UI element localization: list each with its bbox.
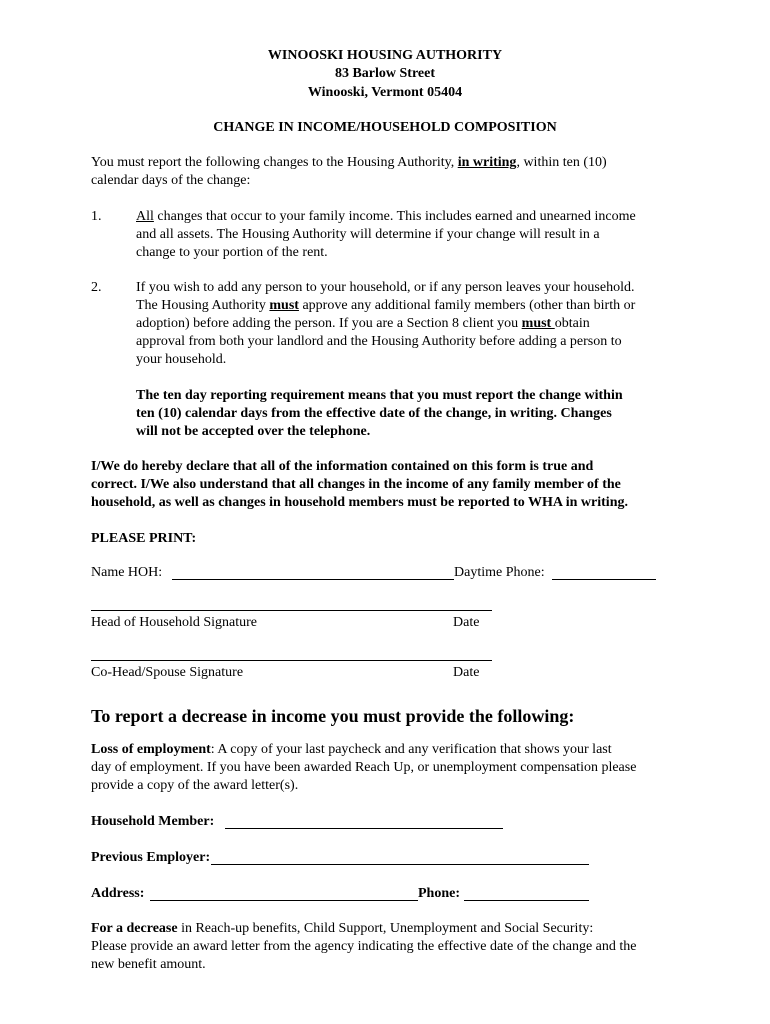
intro-line-2: calendar days of the change: xyxy=(91,173,251,188)
item-2-number: 2. xyxy=(91,280,102,295)
item-2-must: must xyxy=(269,298,299,313)
decrease-heading: To report a decrease in income you must provide the following: xyxy=(91,706,575,726)
intro-line-1 xyxy=(91,154,607,172)
benefits-line-1 xyxy=(91,920,593,938)
hoh-signature-line[interactable] xyxy=(91,610,492,611)
form-title: CHANGE IN INCOME/HOUSEHOLD COMPOSITION xyxy=(213,120,557,135)
item-1-line-1 xyxy=(136,208,636,226)
item-2-line-5: your household. xyxy=(136,352,227,367)
declare-line-1: I/We do hereby declare that all of the information contained on this form is true and xyxy=(91,459,594,474)
item-1-line-2: and all assets. The Housing Authority will determine if your change will result in a xyxy=(136,227,600,242)
cohead-signature-line[interactable] xyxy=(91,660,492,661)
benefits-text: in Reach-up benefits, Child Support, Unemployment and Social Security: xyxy=(177,921,594,936)
item-2-line-1: If you wish to add any person to your household, or if any person leaves your household. xyxy=(136,280,635,295)
item-2-text-b: approve any additional family members (other than birth or xyxy=(298,298,636,313)
org-street: 83 Barlow Street xyxy=(334,66,436,81)
household-member-field[interactable] xyxy=(225,828,503,829)
intro-text: You must report the following changes to the Housing Authority, xyxy=(91,155,458,170)
daytime-phone-field[interactable] xyxy=(552,579,656,580)
item-2-line-4: approval from both your landlord and the Housing Authority before adding a person to xyxy=(136,334,622,349)
address-field[interactable] xyxy=(150,900,418,901)
org-name: WINOOSKI HOUSING AUTHORITY xyxy=(267,48,503,63)
item-1-text: changes that occur to your family income. This includes earned and unearned income xyxy=(153,209,636,224)
tenday-line-3: will not be accepted over the telephone. xyxy=(136,424,371,439)
item-2-text-c: adoption) before adding the person. If you are a Section 8 client you xyxy=(136,316,522,331)
address-label: Address: xyxy=(91,886,145,901)
previous-employer-field[interactable] xyxy=(211,864,589,865)
benefits-line-3: new benefit amount. xyxy=(91,957,206,972)
item-1-number: 1. xyxy=(91,209,102,224)
benefits-line-2: Please provide an award letter from the agency indicating the effective date of the change and the xyxy=(91,939,637,954)
item-2-must-2: must xyxy=(521,316,555,331)
intro-emphasis: in writing xyxy=(457,155,517,170)
daytime-phone-label: Daytime Phone: xyxy=(454,565,545,580)
loss-text: : A copy of your last paycheck and any verification that shows your last xyxy=(210,742,612,757)
name-hoh-label: Name HOH: xyxy=(91,565,163,580)
tenday-line-1: The ten day reporting requirement means that you must report the change within xyxy=(136,388,623,403)
tenday-line-2: ten (10) calendar days from the effective date of the change, in writing. Changes xyxy=(136,406,612,421)
household-member-label: Household Member: xyxy=(91,814,215,829)
item-2-line-3 xyxy=(136,315,590,333)
cohead-signature-label: Co-Head/Spouse Signature xyxy=(91,665,244,680)
please-print-label: PLEASE PRINT: xyxy=(91,531,197,546)
item-1-line-3: change to your portion of the rent. xyxy=(136,245,328,260)
item-2-line-2 xyxy=(136,297,635,315)
phone-field[interactable] xyxy=(464,900,589,901)
previous-employer-label: Previous Employer: xyxy=(91,850,211,865)
cohead-date-label: Date xyxy=(453,665,480,680)
hoh-signature-label: Head of Household Signature xyxy=(91,615,258,630)
loss-line-2: day of employment. If you have been awarded Reach Up, or unemployment compensation please xyxy=(91,760,637,775)
hoh-date-label: Date xyxy=(453,615,480,630)
org-city: Winooski, Vermont 05404 xyxy=(307,85,463,100)
loss-line-1 xyxy=(91,741,612,759)
loss-line-3: provide a copy of the award letter(s). xyxy=(91,778,299,793)
item-2-text-d: obtain xyxy=(554,316,590,331)
item-2-text-a: The Housing Authority xyxy=(136,298,270,313)
declare-line-3: household, as well as changes in household members must be reported to WHA in writing. xyxy=(91,495,628,510)
declare-line-2: correct. I/We also understand that all changes in the income of any family member of the xyxy=(91,477,621,492)
intro-text-end: , within ten (10) xyxy=(516,155,607,170)
loss-label: Loss of employment xyxy=(91,742,211,757)
item-1-all: All xyxy=(136,209,154,224)
benefits-label: For a decrease xyxy=(91,921,178,936)
phone-label: Phone: xyxy=(418,886,460,901)
name-hoh-field[interactable] xyxy=(172,579,454,580)
